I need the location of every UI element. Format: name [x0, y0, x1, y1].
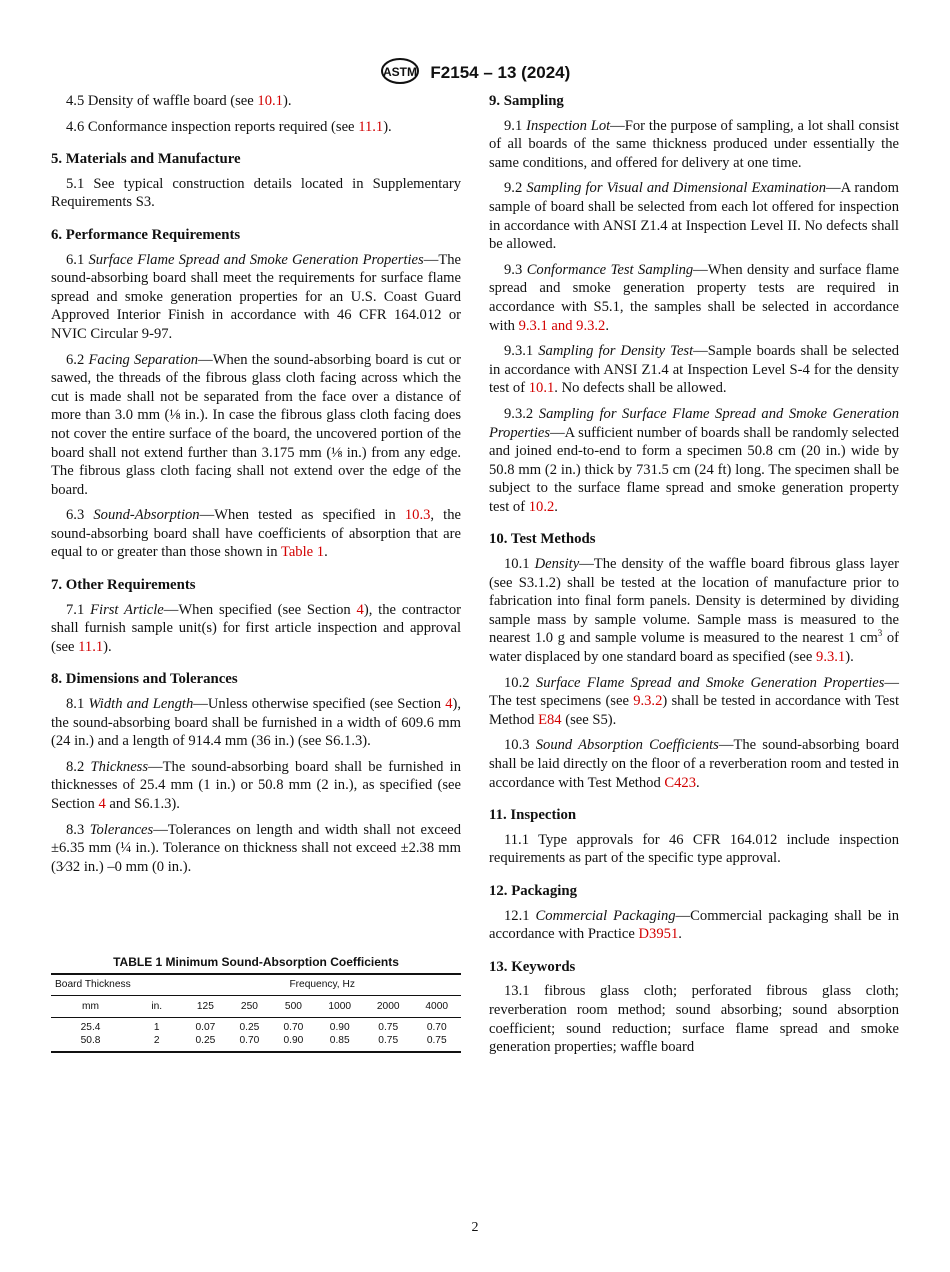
- section-heading: [489, 530, 899, 549]
- text-run: —When density and surface flame spread and smoke generation property tests are required in accordance with S5.1, the samples shall be selected in accordance with: [489, 261, 899, 334]
- text-run: .: [324, 544, 328, 561]
- text-run: 6.1: [66, 251, 89, 268]
- cross-reference-link[interactable]: 4: [356, 601, 364, 618]
- text-run: —When specified (see Section: [163, 601, 357, 618]
- group-header-frequency: Frequency, Hz: [183, 974, 461, 996]
- text-run: 13. Keywords: [489, 958, 576, 975]
- text-run: —The test specimens (see: [489, 674, 899, 710]
- text-run: —For the purpose of sampling, a lot shall consist of all boards of the same thickness produced under essentially the same conditions, and offered for delivery at one time.: [489, 117, 899, 171]
- text-run: —Unless otherwise specified (see Section: [193, 696, 446, 713]
- cross-reference-link[interactable]: 9.3.1: [816, 649, 846, 666]
- run-in-title: Sampling for Surface Flame Spread and Smoke Generation Properties: [489, 405, 899, 441]
- text-run: .: [678, 926, 682, 943]
- text-run: ).: [103, 638, 112, 655]
- text-run: ).: [845, 649, 854, 666]
- paragraph: [51, 821, 461, 877]
- text-run: 9.2: [504, 180, 527, 197]
- text-run: of water displaced by one standard board as specified (see: [489, 630, 899, 666]
- section-heading: [489, 806, 899, 825]
- paragraph: [51, 118, 461, 137]
- run-in-title: Facing Separation: [88, 351, 199, 368]
- text-run: 8. Dimensions and Tolerances: [51, 671, 238, 688]
- paragraph: [51, 695, 461, 751]
- text-run: 4.6 Conformance inspection reports required (see: [66, 118, 359, 135]
- group-header-thickness: Board Thickness: [51, 974, 183, 996]
- section-heading: [489, 882, 899, 901]
- section-heading: [51, 226, 461, 245]
- text-run: 3: [877, 628, 883, 639]
- text-run: 10.1: [504, 556, 535, 573]
- text-run: ).: [383, 118, 392, 135]
- section-heading: [489, 92, 899, 111]
- run-in-title: Sampling for Visual and Dimensional Examination: [526, 180, 827, 197]
- text-run: and S6.1.3).: [105, 796, 180, 812]
- column-header: 250: [227, 996, 271, 1018]
- right-column: [489, 92, 899, 1064]
- text-run: 9.3.2: [504, 405, 539, 422]
- paragraph: [489, 117, 899, 173]
- text-run: 12.1: [504, 907, 536, 924]
- column-header: 125: [183, 996, 227, 1018]
- column-header: 4000: [412, 996, 461, 1018]
- run-in-title: Tolerances: [89, 821, 154, 838]
- absorption-table: [51, 973, 461, 1053]
- paragraph: [489, 342, 899, 398]
- table-cell: 0.75: [378, 1035, 399, 1046]
- text-run: 11. Inspection: [489, 807, 577, 824]
- text-run: —When tested as specified in: [199, 507, 405, 524]
- text-run: —The sound-absorbing board shall be furnished in thicknesses of 25.4 mm (1 in.) or 50.8 mm (2 in.), as specified (see Section: [51, 758, 461, 812]
- run-in-title: Inspection Lot: [526, 117, 611, 134]
- run-in-title: Surface Flame Spread and Smoke Generation Properties: [535, 674, 885, 691]
- column-header: 500: [271, 996, 315, 1018]
- text-run: , the sound-absorbing board shall have coefficients of absorption that are equal to or greater than those shown in: [51, 507, 462, 561]
- table-cell: 0.75: [378, 1022, 399, 1033]
- run-in-title: Surface Flame Spread and Smoke Generation Properties: [88, 251, 424, 268]
- text-run: .: [554, 498, 558, 515]
- text-run: —Commercial packaging shall be in accordance with Practice: [489, 907, 899, 943]
- cross-reference-link[interactable]: 11.1: [358, 118, 384, 135]
- text-run: —The sound-absorbing board shall be laid directly on the floor of a reverberation room and tested in accordance with Test Method: [489, 737, 899, 791]
- run-in-title: First Article: [90, 601, 164, 618]
- left-column: [51, 92, 461, 883]
- section-heading: [489, 958, 899, 977]
- paragraph: [489, 405, 899, 517]
- run-in-title: Commercial Packaging: [535, 907, 676, 924]
- table-cell: 0.90: [283, 1035, 304, 1046]
- text-run: 10.2: [504, 674, 536, 691]
- text-run: 6.2: [66, 351, 89, 368]
- page-number: 2: [471, 1220, 479, 1235]
- paragraph: [489, 674, 899, 730]
- astm-logo-icon: [380, 57, 420, 90]
- text-run: 4.5 Density of waffle board (see: [66, 93, 258, 109]
- svg-text:ASTM: ASTM: [382, 65, 417, 79]
- cross-reference-link[interactable]: 10.2: [528, 498, 555, 515]
- document-designation: F2154 – 13 (2024): [430, 62, 571, 82]
- text-run: 9. Sampling: [489, 93, 564, 109]
- paragraph: [489, 907, 899, 944]
- text-run: .: [605, 317, 609, 334]
- text-run: —The sound-absorbing board shall meet the requirements for surface flame spread and smoke generation properties for an U.S. Coast Guard Approved Interior Finish in accordance with 46 CFR 164.012 or NVIC Circular 9-97.: [51, 251, 462, 342]
- text-run: 9.3.1: [504, 343, 539, 360]
- cross-reference-link[interactable]: 10.3: [404, 507, 431, 524]
- cross-reference-link[interactable]: 10.1: [257, 93, 283, 109]
- run-in-title: Conformance Test Sampling: [526, 261, 694, 278]
- text-run: 10.3: [504, 737, 536, 754]
- paragraph: [489, 555, 899, 667]
- run-in-title: Width and Length: [88, 696, 194, 713]
- paragraph: [51, 175, 461, 212]
- table-1: [51, 955, 461, 1053]
- table-cell: 0.85: [329, 1035, 350, 1046]
- table-cell: 0.70: [426, 1022, 447, 1033]
- text-run: —The density of the waffle board fibrous glass layer (see S3.1.2) shall be tested at the location of manufacture prior to fabrication into final form panels. Density is determined by dividing sample mass by sample volume. Sample mass is measured to the nearest 1.0 g and sample volume is measured to the nearest 1 cm: [489, 556, 900, 647]
- cross-reference-link[interactable]: 4: [445, 696, 453, 713]
- text-run: ) shall be tested in accordance with Test Method: [489, 693, 900, 728]
- text-run: ).: [282, 93, 292, 109]
- table-cell: 50.8: [80, 1035, 101, 1046]
- paragraph: [51, 601, 461, 657]
- run-in-title: Sound Absorption Coefficients: [535, 737, 719, 754]
- column-header: 1000: [315, 996, 364, 1018]
- text-run: 11.1 Type approvals for 46 CFR 164.012 include inspection requirements as part of the specific type approval.: [489, 831, 899, 867]
- text-run: .: [696, 774, 700, 791]
- section-heading: [51, 576, 461, 595]
- column-header: 2000: [364, 996, 413, 1018]
- table-cell: 0.25: [195, 1035, 216, 1046]
- paragraph: [51, 251, 461, 344]
- table-cell: 1: [153, 1022, 160, 1033]
- text-run: —When the sound-absorbing board is cut or sawed, the threads of the fibrous glass cloth facing across which the cut is made shall not be separated from the face over a distance of more than 3.0 mm (⅛ in.). In case the fibrous glass cloth facing does not cover the entire surface of the board, the uncovered portion of the board shall not extend further than 3.175 mm (⅛ in.) from any edge. The fibrous glass cloth facing shall not extend over the edge of the board.: [51, 351, 462, 498]
- section-heading: [51, 150, 461, 169]
- paragraph: [51, 351, 461, 500]
- cross-reference-link[interactable]: 11.1: [78, 638, 104, 655]
- cross-reference-link[interactable]: E84: [538, 711, 562, 728]
- paragraph: [51, 92, 461, 111]
- text-run: —A random sample of board shall be selected from each lot offered for inspection in accordance with ANSI Z1.4 at Inspection Level II. No defects shall be allowed.: [489, 180, 899, 253]
- table-cell: 0.75: [426, 1035, 447, 1046]
- text-run: ), the sound-absorbing board shall be furnished in a width of 609.6 mm (24 in.) and a length of 914.4 mm (36 in.) (see S6.1.3).: [51, 696, 462, 750]
- table-cell: 0.90: [329, 1022, 350, 1033]
- cross-reference-link[interactable]: 4: [98, 796, 106, 812]
- text-run: 7.1: [66, 601, 91, 618]
- run-in-title: Density: [534, 556, 580, 573]
- column-header: in.: [130, 996, 183, 1018]
- cross-reference-link[interactable]: Table 1: [280, 544, 325, 561]
- paragraph: [489, 831, 899, 868]
- paragraph: [489, 261, 899, 335]
- text-run: 10. Test Methods: [489, 531, 596, 548]
- text-run: 9.1: [504, 117, 527, 134]
- cross-reference-link[interactable]: 10.1: [528, 380, 555, 397]
- column-header: mm: [51, 996, 130, 1018]
- table-cell: 2: [153, 1035, 160, 1046]
- text-run: (see S5).: [561, 711, 617, 728]
- section-heading: [51, 670, 461, 689]
- text-run: ), the contractor shall furnish sample unit(s) for first article inspection and approval (see: [51, 601, 462, 655]
- paragraph: [489, 179, 899, 253]
- text-run: 5. Materials and Manufacture: [51, 151, 241, 168]
- text-run: . No defects shall be allowed.: [554, 380, 727, 397]
- cross-reference-link[interactable]: C423: [664, 774, 697, 791]
- page-header: [0, 57, 950, 90]
- table-cell: 0.70: [239, 1035, 260, 1046]
- table-cell: 0.25: [239, 1022, 260, 1033]
- cross-reference-link[interactable]: 9.3.1 and 9.3.2: [518, 317, 606, 334]
- table-cell: 0.70: [283, 1022, 304, 1033]
- text-run: 13.1 fibrous glass cloth; perforated fibrous glass cloth; reverberation room method; sound absorbing; sound absorption coefficient; sound reduction; surface flame spread and smoke generation properties; waffle board: [489, 983, 899, 1056]
- run-in-title: Sampling for Density Test: [538, 343, 694, 360]
- text-run: —Tolerances on length and width shall not exceed ±6.35 mm (¼ in.). Tolerance on thickness shall not exceed ±2.38 mm (3⁄32 in.) –0 mm (0 in.).: [51, 821, 461, 875]
- table-caption: TABLE 1 Minimum Sound-Absorption Coefficients: [113, 955, 399, 969]
- run-in-title: Thickness: [90, 758, 149, 775]
- paragraph: [489, 736, 899, 792]
- text-run: 12. Packaging: [489, 882, 577, 899]
- cross-reference-link[interactable]: 9.3.2: [633, 693, 663, 710]
- text-run: 6. Performance Requirements: [51, 226, 241, 243]
- cross-reference-link[interactable]: D3951: [638, 926, 679, 943]
- paragraph: [51, 506, 461, 562]
- text-run: 8.3: [66, 821, 90, 838]
- run-in-title: Sound-Absorption: [93, 507, 200, 524]
- text-run: 5.1 See typical construction details located in Supplementary Requirements S3.: [51, 175, 461, 211]
- text-run: 6.3: [66, 507, 94, 524]
- text-run: 8.1: [66, 696, 89, 713]
- table-cell: 25.4: [80, 1022, 101, 1033]
- table-cell: 0.07: [195, 1022, 216, 1033]
- text-run: —Sample boards shall be selected in accordance with ANSI Z1.4 at Inspection Level S-4 for the density test of: [489, 343, 899, 397]
- paragraph: [489, 982, 899, 1056]
- paragraph: [51, 758, 461, 814]
- text-run: —A sufficient number of boards shall be randomly selected and joined end-to-end to form a specimen 50.8 cm (20 in.) wide by 50.8 mm (2 in.) thick by 731.5 cm (24 ft) long. The specimen shall be subject to the surface flame spread and smoke generation property test of: [489, 424, 899, 515]
- text-run: 9.3: [504, 261, 527, 278]
- text-run: 7. Other Requirements: [51, 577, 196, 594]
- text-run: 8.2: [66, 758, 91, 775]
